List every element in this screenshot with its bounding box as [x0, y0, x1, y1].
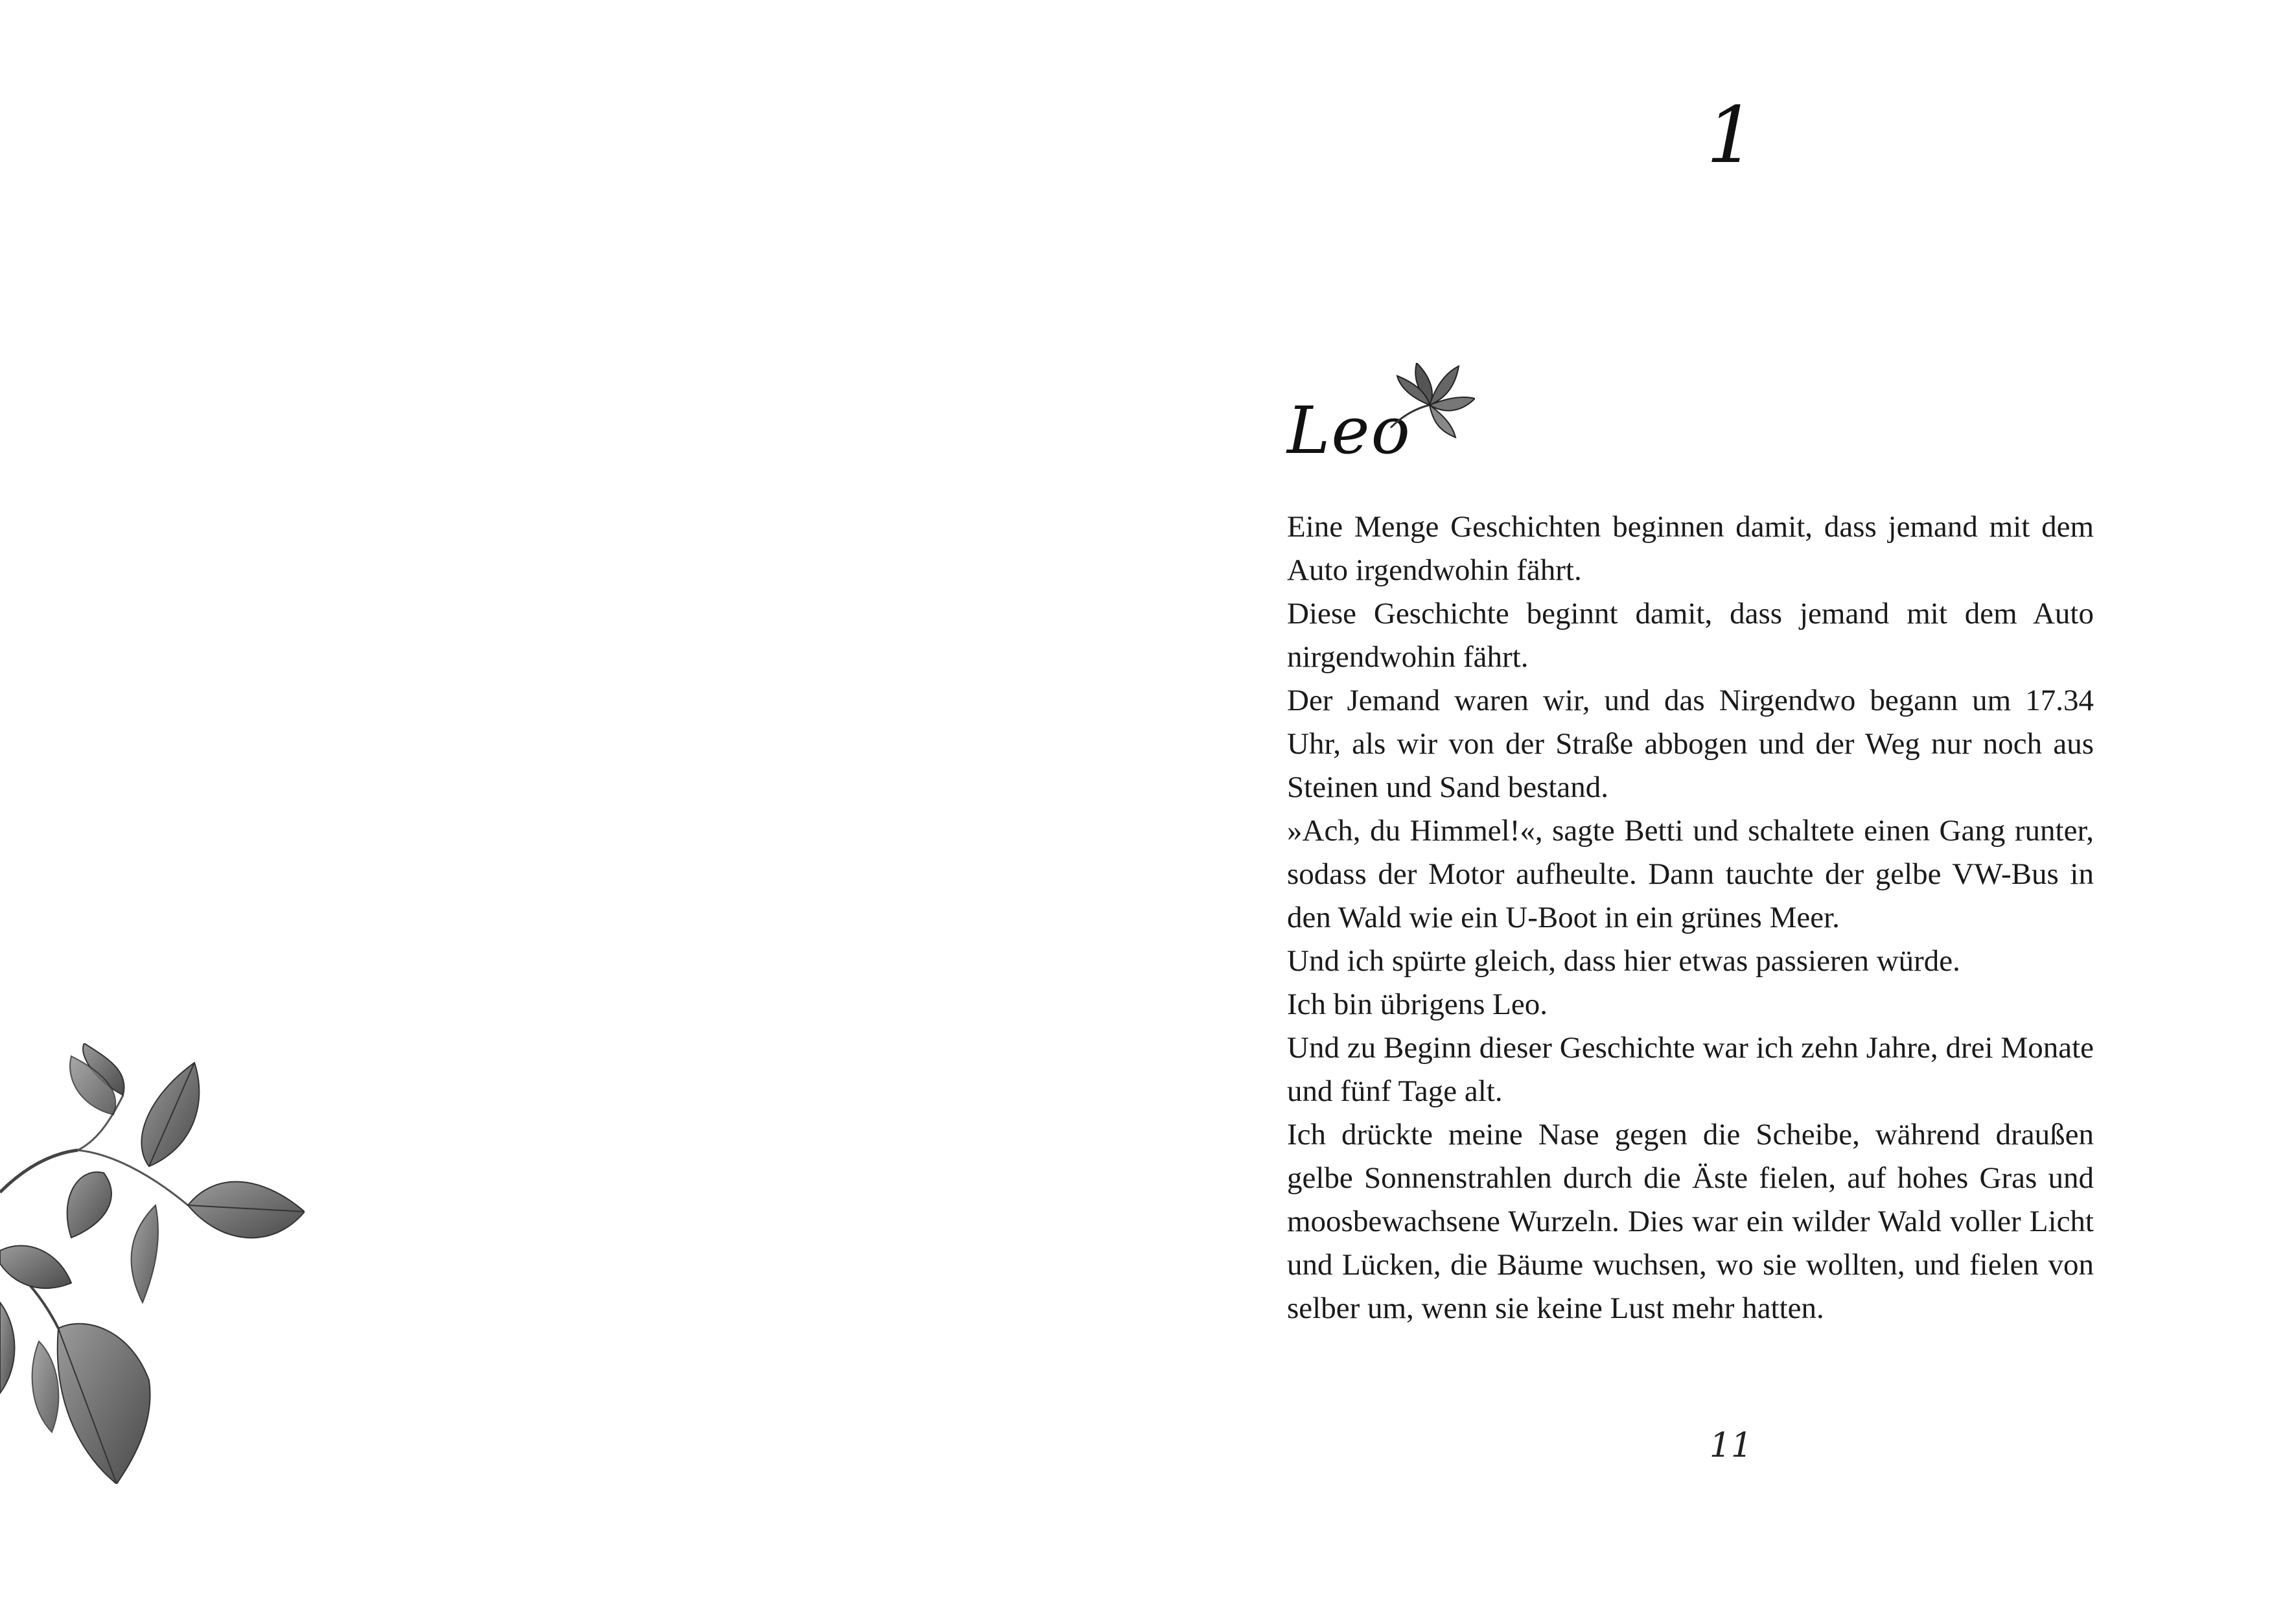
paragraph: Diese Geschichte beginnt damit, dass jemand mit dem Auto nirgendwohin fährt.	[1287, 597, 2094, 674]
body-text	[1287, 505, 2094, 1330]
fern-sprig-icon	[1378, 363, 1475, 441]
paragraph: Ich drückte meine Nase gegen die Scheibe, während draußen gelbe Sonnenstrahlen durch die Äste fielen, auf hohes Gras und moosbewachsene Wurzeln. Dies war ein wilder Wald voller Licht und Lücken, die Bäume wuchsen, wo sie wollten, und fielen von selber um, wenn sie keine Lust mehr hatten.	[1287, 1118, 2094, 1325]
right-page	[1148, 0, 2296, 1607]
chapter-name: Leo	[1287, 393, 1411, 468]
page-number: 11	[1709, 1426, 1753, 1465]
chapter-number: 1	[1706, 91, 1756, 181]
paragraph: Und ich spürte gleich, dass hier etwas passieren würde.	[1287, 944, 1960, 978]
paragraph: Eine Menge Geschichten beginnen damit, dass jemand mit dem Auto irgendwohin fährt.	[1287, 510, 2094, 587]
paragraph: Und zu Beginn dieser Geschichte war ich zehn Jahre, drei Monate und fünf Tage alt.	[1287, 1031, 2094, 1108]
chapter-heading	[1287, 363, 1611, 473]
paragraph: »Ach, du Himmel!«, sagte Betti und schaltete einen Gang runter, sodass der Motor aufheulte. Dann tauchte der gelbe VW-Bus in den Wald wie ein U-Boot in ein grünes Meer.	[1287, 814, 2094, 934]
leaf-branch-icon	[0, 1043, 305, 1484]
paragraph: Ich bin übrigens Leo.	[1287, 988, 1548, 1021]
paragraph: Der Jemand waren wir, und das Nirgendwo begann um 17.34 Uhr, als wir von der Straße abbogen und der Weg nur noch aus Steinen und Sand bestand.	[1287, 684, 2094, 804]
